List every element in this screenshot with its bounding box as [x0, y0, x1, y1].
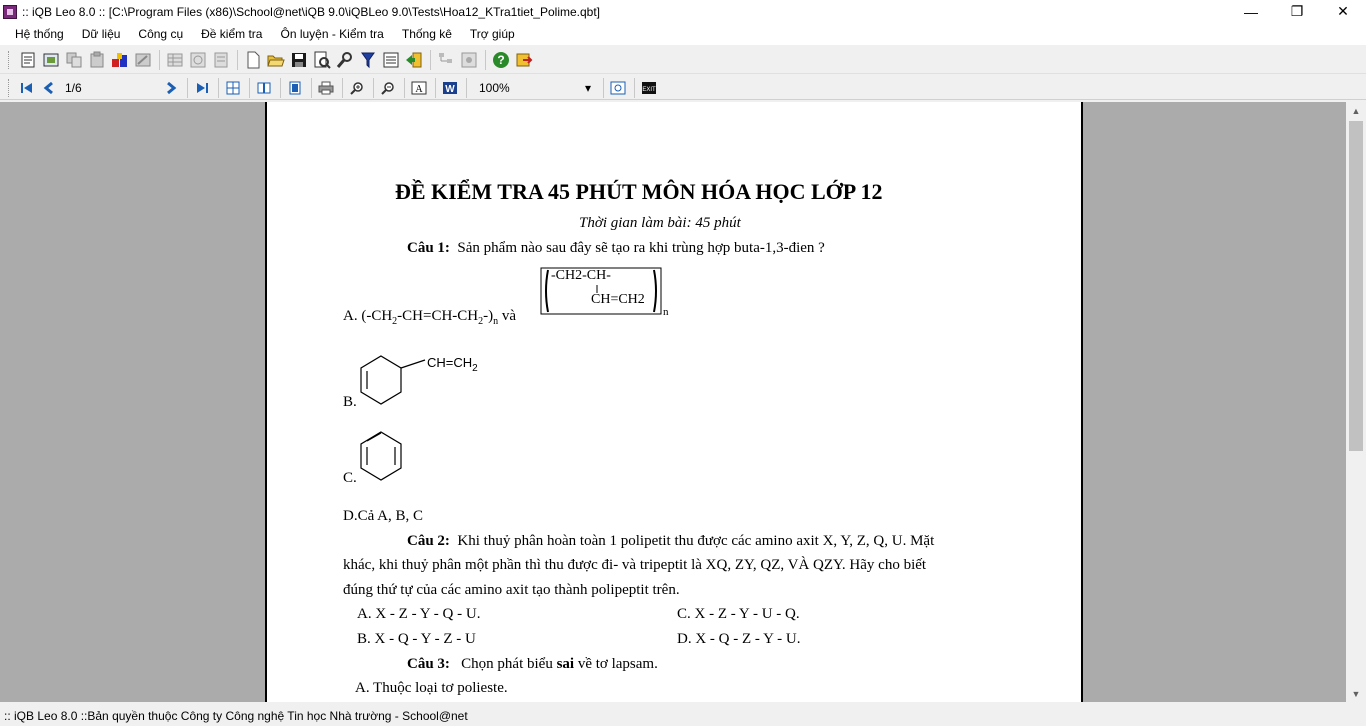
vinyl-group-text: CH=CH — [427, 355, 473, 370]
single-page-icon[interactable] — [285, 78, 305, 98]
status-bar: :: iQB Leo 8.0 ::Bản quyền thuộc Công ty Công nghệ Tin học Nhà trường - School@net — [0, 706, 1366, 726]
font-icon[interactable] — [409, 78, 429, 98]
document-page — [265, 102, 1083, 702]
menu-thong-ke[interactable]: Thống kê — [401, 27, 452, 41]
open-test-icon[interactable] — [40, 49, 62, 71]
chevron-down-icon: ▾ — [584, 80, 591, 95]
exit-icon[interactable] — [513, 49, 535, 71]
restore-button[interactable]: ❐ — [1290, 3, 1304, 19]
scroll-down-icon[interactable]: ▼ — [1351, 688, 1361, 699]
menu-he-thong[interactable]: Hệ thống — [15, 27, 64, 41]
vinyl-group-label — [427, 355, 478, 374]
zoom-out-icon[interactable] — [378, 78, 398, 98]
q1-option-d: D.Cả A, B, C — [343, 508, 424, 524]
q1-option-a — [343, 308, 516, 327]
svg-text:W: W — [445, 83, 455, 95]
question-3-text-bold: sai — [556, 656, 575, 672]
new-file-icon[interactable] — [242, 49, 264, 71]
svg-text:A: A — [415, 83, 423, 95]
zoom-in-icon[interactable] — [347, 78, 367, 98]
save-icon[interactable] — [288, 49, 310, 71]
menu-tro-giup[interactable]: Trợ giúp — [469, 27, 515, 41]
toolbar-separator — [430, 50, 431, 70]
q1-a-subn: n — [493, 316, 499, 327]
zoom-dropdown[interactable] — [475, 79, 595, 97]
question-1-label: Câu 1: — [407, 240, 450, 256]
vertical-scrollbar[interactable] — [1346, 102, 1366, 702]
title-bar — [0, 0, 1366, 23]
question-1-text: Sản phẩm nào sau đây sẽ tạo ra khi trùng hợp buta-1,3-đien ? — [457, 240, 825, 256]
q1-option-b: B. — [343, 394, 357, 410]
settings-icon[interactable] — [458, 49, 480, 71]
q1-option-c: C. — [343, 470, 357, 486]
main-toolbar — [0, 46, 1366, 74]
toolbar-grip[interactable] — [8, 51, 11, 69]
q3-option-a: A. Thuộc loại tơ polieste. — [355, 680, 508, 696]
q1-a-and: và — [501, 308, 517, 324]
q2-option-b: B. X - Q - Y - Z - U — [357, 631, 476, 647]
menu-cong-cu[interactable]: Công cụ — [138, 27, 184, 41]
paste-icon[interactable] — [86, 49, 108, 71]
toolbar-grip[interactable] — [8, 79, 11, 97]
q1-a-sub2: 2 — [478, 316, 484, 327]
toolbar-separator — [187, 78, 188, 98]
toolbar-separator — [634, 78, 635, 98]
next-page-icon[interactable] — [161, 78, 181, 98]
time-limit: Thời gian làm bài: 45 phút — [579, 215, 741, 231]
fit-page-icon[interactable] — [608, 78, 628, 98]
last-page-icon[interactable] — [192, 78, 212, 98]
list-icon[interactable] — [210, 49, 232, 71]
question-1 — [407, 240, 825, 257]
svg-text:?: ? — [497, 52, 505, 67]
grid-icon[interactable] — [164, 49, 186, 71]
polymer-line2: CH=CH2 — [591, 292, 645, 307]
q1-a-part2: -CH=CH-CH — [397, 308, 479, 324]
window-title: :: iQB Leo 8.0 :: [C:\Program Files (x86)\School@net\iQB 9.0\iQBLeo 9.0\Tests\Hoa12_KTra1tiet_Polime.qbt] — [22, 4, 601, 19]
color-icon[interactable] — [109, 49, 131, 71]
q1-a-sub1: 2 — [392, 316, 398, 327]
menu-du-lieu[interactable]: Dữ liệu — [81, 27, 121, 41]
polymer-line1: -CH2-CH- — [551, 268, 611, 283]
open-folder-icon[interactable] — [265, 49, 287, 71]
new-test-icon[interactable] — [17, 49, 39, 71]
q1-a-part3: -) — [483, 308, 494, 324]
minimize-button[interactable]: — — [1244, 3, 1258, 20]
menu-on-luyen-kiem-tra[interactable]: Ôn luyện - Kiểm tra — [280, 27, 384, 41]
word-export-icon[interactable] — [440, 78, 460, 98]
print-setup-icon[interactable] — [380, 49, 402, 71]
zoom-value: 100% — [479, 80, 510, 95]
multi-page-icon[interactable] — [223, 78, 243, 98]
q2-option-a: A. X - Z - Y - Q - U. — [357, 606, 481, 622]
cyclohexadiene-structure — [357, 428, 407, 486]
edit-icon[interactable] — [132, 49, 154, 71]
scrollbar-thumb[interactable] — [1349, 121, 1363, 451]
toolbar-separator — [435, 78, 436, 98]
toolbar-separator — [485, 50, 486, 70]
toolbar-separator — [280, 78, 281, 98]
app-icon[interactable] — [3, 5, 17, 19]
two-page-icon[interactable] — [254, 78, 274, 98]
page-number-field[interactable]: 1/6 — [65, 80, 82, 95]
toolbar-separator — [603, 78, 604, 98]
question-2-line2: khác, khi thuỷ phân một phần thì thu được đi- và tripeptit là XQ, ZY, QZ, VÀ QZY. Hãy cho biết — [343, 557, 927, 573]
toolbar-separator — [311, 78, 312, 98]
scroll-up-icon[interactable]: ▲ — [1351, 105, 1361, 116]
document-title: ĐỀ KIỂM TRA 45 PHÚT MÔN HÓA HỌC LỚP 12 — [395, 179, 883, 204]
question-2-line3: đúng thứ tự của các amino axit tạo thành polipeptit trên. — [343, 582, 680, 598]
menu-de-kiem-tra[interactable]: Đề kiểm tra — [201, 27, 263, 41]
menu-bar — [0, 23, 1366, 45]
polymer-structure-box — [539, 266, 669, 318]
toolbar-separator — [373, 78, 374, 98]
toolbar-separator — [249, 78, 250, 98]
first-page-icon[interactable] — [17, 78, 37, 98]
question-2-label: Câu 2: — [407, 533, 450, 549]
svg-text:EXIT: EXIT — [642, 86, 656, 93]
question-3-label: Câu 3: — [407, 656, 450, 672]
q2-option-c: C. X - Z - Y - U - Q. — [677, 606, 800, 622]
tree-icon[interactable] — [435, 49, 457, 71]
preview-icon[interactable] — [311, 49, 333, 71]
prev-page-icon[interactable] — [39, 78, 59, 98]
toolbar-separator — [342, 78, 343, 98]
q1-a-part1: A. (-CH — [343, 308, 393, 324]
search-icon[interactable] — [334, 49, 356, 71]
question-3 — [407, 656, 658, 673]
vinyl-group-sub: 2 — [472, 363, 478, 374]
toolbar-separator — [218, 78, 219, 98]
question-3-text-post: về tơ lapsam. — [577, 656, 658, 672]
q2-option-d: D. X - Q - Z - Y - U. — [677, 631, 801, 647]
close-button[interactable]: ✕ — [1337, 3, 1349, 19]
exit-viewer-icon[interactable] — [639, 78, 659, 98]
toolbar-separator — [466, 78, 467, 98]
filter-icon[interactable] — [357, 49, 379, 71]
help-icon[interactable] — [490, 49, 512, 71]
import-icon[interactable] — [403, 49, 425, 71]
export-icon[interactable] — [187, 49, 209, 71]
document-viewer[interactable] — [0, 102, 1346, 702]
toolbar-separator — [159, 50, 160, 70]
copy-icon[interactable] — [63, 49, 85, 71]
toolbar-separator — [237, 50, 238, 70]
print-icon[interactable] — [316, 78, 336, 98]
question-2 — [407, 533, 934, 550]
viewer-toolbar — [0, 76, 1366, 100]
question-2-line1: Khi thuỷ phân hoàn toàn 1 polipetit thu được các amino axit X, Y, Z, Q, U. Mặt — [457, 533, 935, 549]
question-3-text-pre: Chọn phát biểu — [461, 656, 553, 672]
toolbar-separator — [404, 78, 405, 98]
polymer-subscript-n: n — [663, 306, 669, 318]
